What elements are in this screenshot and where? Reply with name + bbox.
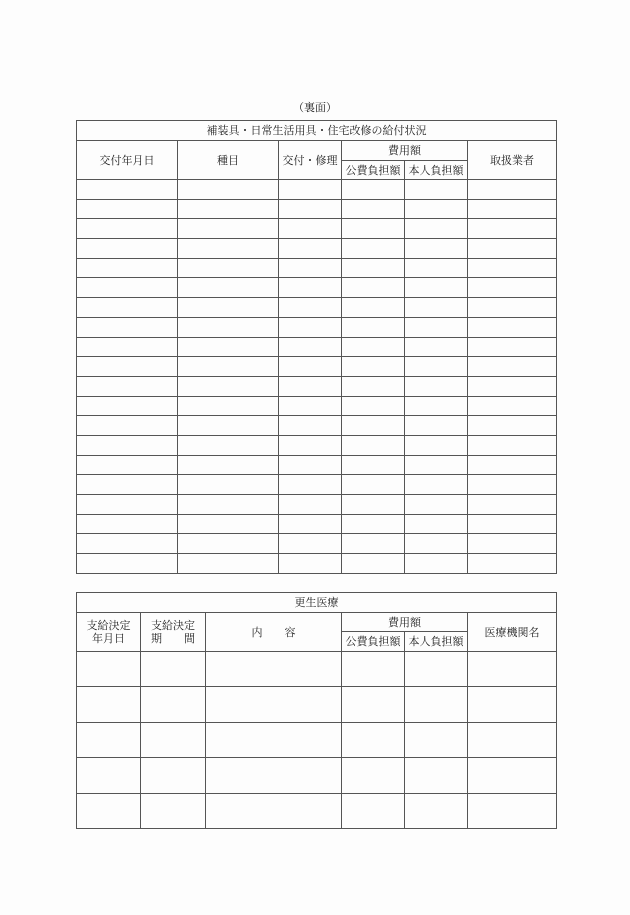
table-cell[interactable] bbox=[342, 317, 405, 337]
table-row bbox=[77, 199, 557, 219]
table-cell[interactable] bbox=[77, 435, 178, 455]
table-cell[interactable] bbox=[77, 416, 178, 436]
table-cell[interactable] bbox=[405, 455, 468, 475]
table-cell[interactable] bbox=[405, 298, 468, 318]
table-row bbox=[77, 514, 557, 534]
table-cell[interactable] bbox=[77, 357, 178, 377]
table-cell[interactable] bbox=[405, 652, 468, 687]
header-item: 種目 bbox=[178, 141, 279, 180]
table-cell[interactable] bbox=[405, 357, 468, 377]
table-cell[interactable] bbox=[279, 180, 342, 200]
rehabilitation-medical-table bbox=[76, 592, 557, 829]
table-cell[interactable] bbox=[279, 376, 342, 396]
table-row bbox=[77, 435, 557, 455]
table-cell[interactable] bbox=[279, 455, 342, 475]
table-title: 補装具・日常生活用具・住宅改修の給付状況 bbox=[77, 121, 557, 141]
table-cell[interactable] bbox=[77, 337, 178, 357]
table-cell[interactable] bbox=[279, 337, 342, 357]
table-cell[interactable] bbox=[405, 514, 468, 534]
table-cell[interactable] bbox=[279, 357, 342, 377]
table-cell[interactable] bbox=[206, 722, 342, 757]
table-cell[interactable] bbox=[468, 278, 557, 298]
table-cell[interactable] bbox=[141, 793, 206, 828]
table-cell[interactable] bbox=[468, 239, 557, 259]
table-row bbox=[77, 722, 557, 757]
table-cell[interactable] bbox=[279, 514, 342, 534]
table-cell[interactable] bbox=[342, 180, 405, 200]
table-cell[interactable] bbox=[405, 180, 468, 200]
table-cell[interactable] bbox=[468, 722, 557, 757]
table-cell[interactable] bbox=[468, 376, 557, 396]
table-cell[interactable] bbox=[178, 317, 279, 337]
table-cell[interactable] bbox=[279, 435, 342, 455]
table-cell[interactable] bbox=[468, 554, 557, 574]
header-decision-period-line2: 期 間 bbox=[151, 632, 195, 645]
header-public-cost: 公費負担額 bbox=[342, 161, 405, 180]
table-cell[interactable] bbox=[468, 180, 557, 200]
table-cell[interactable] bbox=[178, 455, 279, 475]
table-cell[interactable] bbox=[279, 317, 342, 337]
table-cell[interactable] bbox=[405, 722, 468, 757]
table-cell[interactable] bbox=[178, 180, 279, 200]
table-row bbox=[77, 455, 557, 475]
table-cell[interactable] bbox=[468, 495, 557, 515]
table-cell[interactable] bbox=[405, 376, 468, 396]
table-cell[interactable] bbox=[405, 199, 468, 219]
header-decision-period-line1: 支給決定 bbox=[151, 619, 195, 632]
header-personal-cost: 本人負担額 bbox=[405, 632, 468, 652]
table-cell[interactable] bbox=[405, 475, 468, 495]
table-cell[interactable] bbox=[342, 455, 405, 475]
table-cell[interactable] bbox=[279, 278, 342, 298]
table-body bbox=[77, 652, 557, 829]
table-cell[interactable] bbox=[342, 495, 405, 515]
table-row bbox=[77, 317, 557, 337]
header-public-cost: 公費負担額 bbox=[342, 632, 405, 652]
table-cell[interactable] bbox=[468, 258, 557, 278]
table-cell[interactable] bbox=[342, 357, 405, 377]
table-cell[interactable] bbox=[279, 396, 342, 416]
table-cell[interactable] bbox=[77, 376, 178, 396]
table-cell[interactable] bbox=[468, 793, 557, 828]
table-cell[interactable] bbox=[342, 758, 405, 793]
table-cell[interactable] bbox=[77, 396, 178, 416]
header-institution: 医療機関名 bbox=[468, 613, 557, 652]
table-cell[interactable] bbox=[77, 278, 178, 298]
table-cell[interactable] bbox=[405, 337, 468, 357]
table-cell[interactable] bbox=[342, 652, 405, 687]
table-cell[interactable] bbox=[342, 793, 405, 828]
table-cell[interactable] bbox=[279, 495, 342, 515]
table-cell[interactable] bbox=[405, 435, 468, 455]
table-cell[interactable] bbox=[178, 416, 279, 436]
table-cell[interactable] bbox=[77, 258, 178, 278]
table-cell[interactable] bbox=[279, 475, 342, 495]
table-cell[interactable] bbox=[178, 396, 279, 416]
table-row bbox=[77, 652, 557, 687]
table-row bbox=[77, 687, 557, 722]
table-cell[interactable] bbox=[468, 219, 557, 239]
table-cell[interactable] bbox=[342, 475, 405, 495]
table-cell[interactable] bbox=[405, 239, 468, 259]
table-cell[interactable] bbox=[342, 534, 405, 554]
table-cell[interactable] bbox=[468, 396, 557, 416]
table-cell[interactable] bbox=[468, 435, 557, 455]
page-title: （裏面） bbox=[293, 101, 337, 114]
table-row bbox=[77, 396, 557, 416]
table-row bbox=[77, 357, 557, 377]
table-row bbox=[77, 534, 557, 554]
table-cell[interactable] bbox=[405, 793, 468, 828]
header-personal-cost: 本人負担額 bbox=[405, 161, 468, 180]
header-decision-date-line1: 支給決定 bbox=[86, 619, 131, 632]
table-cell[interactable] bbox=[405, 534, 468, 554]
table-cell[interactable] bbox=[77, 722, 141, 757]
table-cell[interactable] bbox=[178, 376, 279, 396]
table-cell[interactable] bbox=[178, 298, 279, 318]
table-cell[interactable] bbox=[178, 475, 279, 495]
table-cell[interactable] bbox=[468, 357, 557, 377]
table-cell[interactable] bbox=[468, 534, 557, 554]
header-cost-group: 費用額 bbox=[342, 141, 468, 161]
table-cell[interactable] bbox=[342, 554, 405, 574]
table-row bbox=[77, 278, 557, 298]
table-cell[interactable] bbox=[141, 758, 206, 793]
table-cell[interactable] bbox=[77, 514, 178, 534]
table-cell[interactable] bbox=[468, 475, 557, 495]
table-cell[interactable] bbox=[468, 455, 557, 475]
table-cell[interactable] bbox=[279, 258, 342, 278]
table-cell[interactable] bbox=[405, 416, 468, 436]
table-row bbox=[77, 475, 557, 495]
table-cell[interactable] bbox=[178, 199, 279, 219]
table-cell[interactable] bbox=[141, 652, 206, 687]
table-cell[interactable] bbox=[178, 278, 279, 298]
table-cell[interactable] bbox=[405, 278, 468, 298]
table-cell[interactable] bbox=[342, 298, 405, 318]
table-cell[interactable] bbox=[468, 758, 557, 793]
benefit-status-table bbox=[76, 120, 557, 574]
header-decision-date-line2: 年月日 bbox=[92, 632, 125, 645]
table-row bbox=[77, 180, 557, 200]
table-cell[interactable] bbox=[178, 258, 279, 278]
table-cell[interactable] bbox=[77, 317, 178, 337]
table-cell[interactable] bbox=[279, 298, 342, 318]
table-cell[interactable] bbox=[141, 687, 206, 722]
table-row bbox=[77, 258, 557, 278]
header-vendor: 取扱業者 bbox=[468, 141, 557, 180]
table-cell[interactable] bbox=[342, 514, 405, 534]
table-cell[interactable] bbox=[405, 687, 468, 722]
table-cell[interactable] bbox=[468, 514, 557, 534]
table-row bbox=[77, 239, 557, 259]
header-decision-period bbox=[141, 613, 206, 652]
table-cell[interactable] bbox=[342, 219, 405, 239]
header-date: 交付年月日 bbox=[77, 141, 178, 180]
header-type: 交付・修理 bbox=[279, 141, 342, 180]
table-cell[interactable] bbox=[206, 793, 342, 828]
table-row bbox=[77, 554, 557, 574]
table-cell[interactable] bbox=[77, 534, 178, 554]
table-cell[interactable] bbox=[468, 337, 557, 357]
table-cell[interactable] bbox=[178, 534, 279, 554]
table-cell[interactable] bbox=[77, 758, 141, 793]
table-row bbox=[77, 416, 557, 436]
table-cell[interactable] bbox=[77, 298, 178, 318]
table-row bbox=[77, 495, 557, 515]
table-cell[interactable] bbox=[468, 687, 557, 722]
table-cell[interactable] bbox=[77, 652, 141, 687]
table-cell[interactable] bbox=[279, 219, 342, 239]
table-cell[interactable] bbox=[342, 278, 405, 298]
table-row bbox=[77, 298, 557, 318]
table-cell[interactable] bbox=[279, 416, 342, 436]
table-cell[interactable] bbox=[342, 396, 405, 416]
table-cell[interactable] bbox=[206, 758, 342, 793]
table-row bbox=[77, 337, 557, 357]
table-body bbox=[77, 180, 557, 574]
table-cell[interactable] bbox=[178, 239, 279, 259]
table-cell[interactable] bbox=[77, 180, 178, 200]
table-cell[interactable] bbox=[468, 199, 557, 219]
table-cell[interactable] bbox=[405, 317, 468, 337]
table-cell[interactable] bbox=[405, 554, 468, 574]
table-cell[interactable] bbox=[342, 239, 405, 259]
table-cell[interactable] bbox=[405, 219, 468, 239]
table-cell[interactable] bbox=[141, 722, 206, 757]
table-cell[interactable] bbox=[342, 435, 405, 455]
table-cell[interactable] bbox=[178, 495, 279, 515]
table-cell[interactable] bbox=[77, 554, 178, 574]
table-cell[interactable] bbox=[77, 687, 141, 722]
table-cell[interactable] bbox=[77, 495, 178, 515]
table-cell[interactable] bbox=[206, 687, 342, 722]
table-cell[interactable] bbox=[405, 258, 468, 278]
table-cell[interactable] bbox=[279, 554, 342, 574]
table-row bbox=[77, 758, 557, 793]
table-cell[interactable] bbox=[468, 298, 557, 318]
table-cell[interactable] bbox=[206, 652, 342, 687]
table-cell[interactable] bbox=[468, 416, 557, 436]
table-cell[interactable] bbox=[279, 199, 342, 219]
header-content: 内 容 bbox=[206, 613, 342, 652]
table-cell[interactable] bbox=[77, 793, 141, 828]
table-cell[interactable] bbox=[342, 722, 405, 757]
table-cell[interactable] bbox=[178, 514, 279, 534]
table-cell[interactable] bbox=[342, 416, 405, 436]
table-row bbox=[77, 376, 557, 396]
table-cell[interactable] bbox=[468, 652, 557, 687]
table-cell[interactable] bbox=[342, 258, 405, 278]
table-cell[interactable] bbox=[468, 317, 557, 337]
table-cell[interactable] bbox=[77, 239, 178, 259]
table-cell[interactable] bbox=[405, 396, 468, 416]
table-cell[interactable] bbox=[279, 239, 342, 259]
table-cell[interactable] bbox=[77, 475, 178, 495]
table-cell[interactable] bbox=[342, 376, 405, 396]
table-cell[interactable] bbox=[342, 337, 405, 357]
table-cell[interactable] bbox=[77, 455, 178, 475]
table-cell[interactable] bbox=[178, 554, 279, 574]
table-cell[interactable] bbox=[279, 534, 342, 554]
table-cell[interactable] bbox=[342, 687, 405, 722]
table-title: 更生医療 bbox=[77, 593, 557, 613]
header-decision-date bbox=[77, 613, 141, 652]
table-row bbox=[77, 793, 557, 828]
table-cell[interactable] bbox=[178, 357, 279, 377]
table-cell[interactable] bbox=[178, 435, 279, 455]
table-cell[interactable] bbox=[77, 219, 178, 239]
table-cell[interactable] bbox=[178, 337, 279, 357]
table-cell[interactable] bbox=[342, 199, 405, 219]
table-cell[interactable] bbox=[77, 199, 178, 219]
header-cost-group: 費用額 bbox=[342, 613, 468, 632]
table-row bbox=[77, 219, 557, 239]
table-cell[interactable] bbox=[178, 219, 279, 239]
table-cell[interactable] bbox=[405, 758, 468, 793]
table-cell[interactable] bbox=[405, 495, 468, 515]
